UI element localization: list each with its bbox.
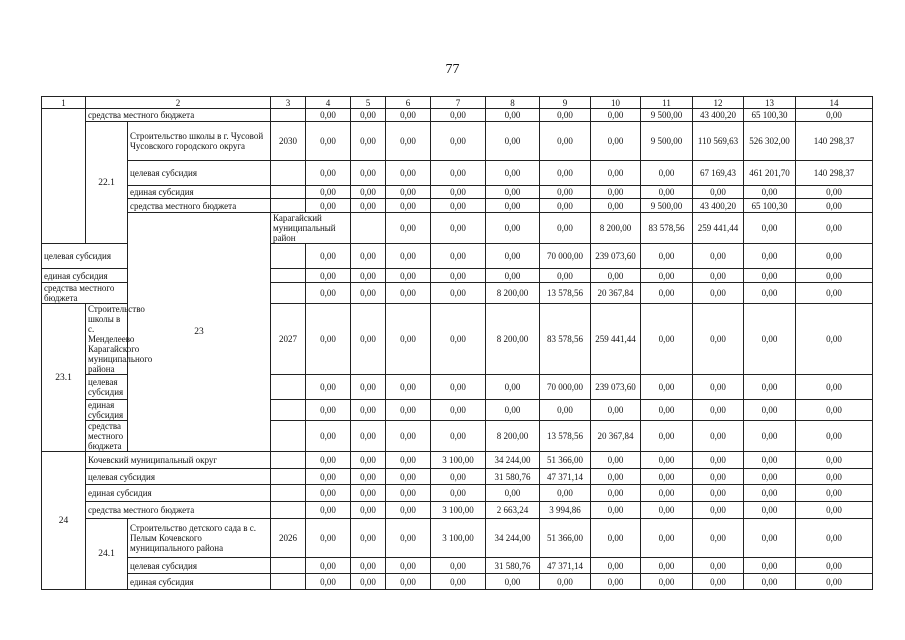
value-cell: 0,00: [306, 485, 351, 502]
value-cell: 0,00: [693, 452, 744, 469]
value-cell: 0,00: [540, 109, 591, 122]
value-cell: 526 302,00: [744, 122, 796, 161]
value-cell: 0,00: [431, 400, 486, 421]
value-cell: 0,00: [796, 421, 873, 452]
value-cell: 0,00: [796, 485, 873, 502]
value-cell: 0,00: [351, 502, 386, 519]
year-cell: [271, 574, 306, 590]
value-cell: 259 441,44: [693, 213, 744, 244]
row-label: целевая субсидия: [128, 161, 271, 186]
value-cell: 0,00: [351, 186, 386, 199]
value-cell: 0,00: [641, 558, 693, 574]
value-cell: 65 100,30: [744, 199, 796, 213]
header-row: [42, 97, 873, 109]
value-cell: 0,00: [641, 469, 693, 485]
value-cell: 0,00: [641, 485, 693, 502]
value-cell: 0,00: [386, 213, 431, 244]
value-cell: 0,00: [351, 452, 386, 469]
value-cell: 0,00: [591, 109, 641, 122]
value-cell: 0,00: [693, 269, 744, 283]
value-cell: 0,00: [744, 244, 796, 269]
value-cell: 0,00: [486, 199, 540, 213]
value-cell: 70 000,00: [540, 375, 591, 400]
value-cell: 0,00: [540, 574, 591, 590]
value-cell: 140 298,37: [796, 122, 873, 161]
table-row: [42, 186, 873, 199]
value-cell: 0,00: [306, 269, 351, 283]
value-cell: 0,00: [693, 421, 744, 452]
value-cell: 0,00: [431, 574, 486, 590]
value-cell: 0,00: [591, 199, 641, 213]
value-cell: 0,00: [486, 186, 540, 199]
year-cell: [271, 269, 306, 283]
value-cell: 0,00: [641, 375, 693, 400]
value-cell: 0,00: [693, 485, 744, 502]
header-cell: 7: [431, 97, 486, 109]
value-cell: 0,00: [486, 244, 540, 269]
value-cell: 0,00: [744, 469, 796, 485]
value-cell: 0,00: [306, 283, 351, 304]
value-cell: 0,00: [431, 283, 486, 304]
value-cell: 20 367,84: [591, 283, 641, 304]
year-cell: [271, 485, 306, 502]
value-cell: 0,00: [431, 558, 486, 574]
value-cell: 0,00: [351, 375, 386, 400]
value-cell: 0,00: [351, 109, 386, 122]
value-cell: 110 569,63: [693, 122, 744, 161]
year-cell: [271, 469, 306, 485]
year-cell: [271, 283, 306, 304]
value-cell: 0,00: [591, 469, 641, 485]
value-cell: 0,00: [744, 452, 796, 469]
value-cell: 0,00: [641, 574, 693, 590]
value-cell: 0,00: [796, 469, 873, 485]
value-cell: 0,00: [386, 304, 431, 375]
value-cell: 0,00: [693, 304, 744, 375]
value-cell: 0,00: [431, 304, 486, 375]
value-cell: 0,00: [744, 574, 796, 590]
value-cell: 31 580,76: [486, 469, 540, 485]
value-cell: 0,00: [306, 199, 351, 213]
value-cell: 0,00: [591, 269, 641, 283]
value-cell: 0,00: [591, 400, 641, 421]
value-cell: 0,00: [351, 304, 386, 375]
value-cell: 0,00: [386, 519, 431, 558]
value-cell: 43 400,20: [693, 109, 744, 122]
table-row: [42, 109, 873, 122]
value-cell: 0,00: [693, 469, 744, 485]
year-cell: [271, 244, 306, 269]
value-cell: 0,00: [486, 375, 540, 400]
value-cell: 0,00: [641, 161, 693, 186]
value-cell: 0,00: [796, 400, 873, 421]
value-cell: 0,00: [796, 199, 873, 213]
value-cell: 0,00: [486, 485, 540, 502]
year-cell: [271, 452, 306, 469]
value-cell: 0,00: [540, 269, 591, 283]
value-cell: 9 500,00: [641, 122, 693, 161]
value-cell: 0,00: [796, 558, 873, 574]
value-cell: 0,00: [386, 400, 431, 421]
value-cell: 0,00: [431, 244, 486, 269]
value-cell: 0,00: [641, 304, 693, 375]
value-cell: 0,00: [486, 574, 540, 590]
value-cell: 8 200,00: [486, 421, 540, 452]
value-cell: 0,00: [693, 186, 744, 199]
value-cell: 0,00: [306, 421, 351, 452]
value-cell: 2 663,24: [486, 502, 540, 519]
value-cell: 0,00: [693, 283, 744, 304]
value-cell: 9 500,00: [641, 199, 693, 213]
row-label: единая субсидия: [128, 574, 271, 590]
value-cell: 0,00: [641, 452, 693, 469]
value-cell: 0,00: [641, 186, 693, 199]
value-cell: 0,00: [591, 519, 641, 558]
value-cell: 0,00: [744, 375, 796, 400]
value-cell: 0,00: [306, 244, 351, 269]
row-label: целевая субсидия: [42, 244, 128, 269]
object-number: 23.1: [42, 304, 86, 452]
value-cell: 0,00: [431, 485, 486, 502]
section-number: 23: [128, 213, 271, 452]
row-label: средства местного бюджета: [128, 199, 271, 213]
value-cell: 0,00: [306, 161, 351, 186]
municipality-label: Кочевский муниципальный округ: [86, 452, 271, 469]
value-cell: 0,00: [431, 421, 486, 452]
value-cell: 3 100,00: [431, 502, 486, 519]
value-cell: 0,00: [306, 304, 351, 375]
value-cell: 34 244,00: [486, 452, 540, 469]
year-cell: [271, 400, 306, 421]
value-cell: 0,00: [796, 519, 873, 558]
header-cell: 12: [693, 97, 744, 109]
value-cell: 0,00: [796, 269, 873, 283]
value-cell: 0,00: [744, 304, 796, 375]
value-cell: 31 580,76: [486, 558, 540, 574]
table-row: [42, 469, 873, 485]
value-cell: 0,00: [351, 244, 386, 269]
value-cell: 20 367,84: [591, 421, 641, 452]
value-cell: 0,00: [540, 122, 591, 161]
section-number: 24: [42, 452, 86, 590]
value-cell: 83 578,56: [540, 304, 591, 375]
value-cell: 0,00: [796, 283, 873, 304]
value-cell: 47 371,14: [540, 469, 591, 485]
header-cell: 5: [351, 97, 386, 109]
value-cell: 0,00: [641, 519, 693, 558]
value-cell: 0,00: [386, 452, 431, 469]
object-label: Строительство школы в г. Чусовой Чусовского городского округа: [128, 122, 271, 161]
value-cell: 0,00: [351, 558, 386, 574]
value-cell: 0,00: [306, 400, 351, 421]
value-cell: 0,00: [386, 485, 431, 502]
year-cell: [271, 421, 306, 452]
row-label: единая субсидия: [42, 269, 128, 283]
value-cell: 70 000,00: [540, 244, 591, 269]
year-cell: [271, 199, 306, 213]
value-cell: 0,00: [386, 122, 431, 161]
value-cell: 51 366,00: [540, 519, 591, 558]
year-cell: [271, 186, 306, 199]
year-cell: [351, 213, 386, 244]
row-label: единая субсидия: [86, 485, 271, 502]
value-cell: 0,00: [351, 574, 386, 590]
value-cell: 0,00: [796, 375, 873, 400]
value-cell: 0,00: [306, 186, 351, 199]
value-cell: 0,00: [591, 574, 641, 590]
value-cell: 0,00: [386, 199, 431, 213]
value-cell: 0,00: [431, 199, 486, 213]
value-cell: 0,00: [386, 558, 431, 574]
table-row: [42, 502, 873, 519]
header-cell: 11: [641, 97, 693, 109]
year-cell: [271, 161, 306, 186]
row-label: средства местного бюджета: [86, 421, 128, 452]
value-cell: 0,00: [306, 122, 351, 161]
value-cell: 0,00: [591, 122, 641, 161]
section-number-cell: [42, 109, 86, 244]
value-cell: 140 298,37: [796, 161, 873, 186]
value-cell: 0,00: [641, 269, 693, 283]
value-cell: 0,00: [486, 161, 540, 186]
value-cell: 0,00: [796, 452, 873, 469]
value-cell: 0,00: [386, 375, 431, 400]
value-cell: 0,00: [693, 519, 744, 558]
value-cell: 0,00: [386, 244, 431, 269]
value-cell: 0,00: [351, 161, 386, 186]
value-cell: 13 578,56: [540, 421, 591, 452]
year-cell: 2027: [271, 304, 306, 375]
value-cell: 0,00: [351, 122, 386, 161]
value-cell: 0,00: [386, 502, 431, 519]
value-cell: 239 073,60: [591, 375, 641, 400]
value-cell: 0,00: [351, 519, 386, 558]
value-cell: 0,00: [540, 186, 591, 199]
value-cell: 0,00: [306, 502, 351, 519]
value-cell: 0,00: [351, 421, 386, 452]
value-cell: 0,00: [431, 161, 486, 186]
year-cell: 2026: [271, 519, 306, 558]
value-cell: 0,00: [306, 519, 351, 558]
year-cell: [271, 375, 306, 400]
value-cell: 9 500,00: [641, 109, 693, 122]
value-cell: 0,00: [351, 469, 386, 485]
value-cell: 0,00: [693, 502, 744, 519]
value-cell: 0,00: [693, 244, 744, 269]
value-cell: 0,00: [386, 469, 431, 485]
object-number: 22.1: [86, 122, 128, 244]
value-cell: 0,00: [641, 400, 693, 421]
row-label: единая субсидия: [128, 186, 271, 199]
value-cell: 0,00: [431, 186, 486, 199]
value-cell: 0,00: [486, 213, 540, 244]
year-cell: 2030: [271, 122, 306, 161]
object-label: Строительство школы в с. Менделеево Карагайского муниципального района: [86, 304, 128, 375]
value-cell: 0,00: [744, 558, 796, 574]
value-cell: 0,00: [351, 269, 386, 283]
value-cell: 0,00: [431, 122, 486, 161]
value-cell: 0,00: [306, 109, 351, 122]
value-cell: 0,00: [540, 199, 591, 213]
value-cell: 239 073,60: [591, 244, 641, 269]
value-cell: 0,00: [540, 400, 591, 421]
value-cell: 0,00: [486, 400, 540, 421]
value-cell: 0,00: [744, 421, 796, 452]
table-row: [42, 519, 873, 558]
value-cell: 0,00: [744, 400, 796, 421]
object-number: 24.1: [86, 519, 128, 590]
value-cell: 0,00: [744, 485, 796, 502]
value-cell: 0,00: [641, 421, 693, 452]
table-row: [42, 558, 873, 574]
value-cell: 0,00: [591, 452, 641, 469]
value-cell: 0,00: [744, 186, 796, 199]
value-cell: 0,00: [540, 213, 591, 244]
value-cell: 8 200,00: [486, 304, 540, 375]
value-cell: 8 200,00: [591, 213, 641, 244]
header-cell: 13: [744, 97, 796, 109]
value-cell: 0,00: [540, 485, 591, 502]
value-cell: 0,00: [744, 502, 796, 519]
value-cell: 34 244,00: [486, 519, 540, 558]
row-label: средства местного бюджета: [86, 502, 271, 519]
row-label: целевая субсидия: [86, 469, 271, 485]
value-cell: 0,00: [796, 186, 873, 199]
value-cell: 0,00: [693, 558, 744, 574]
value-cell: 0,00: [306, 558, 351, 574]
value-cell: 259 441,44: [591, 304, 641, 375]
value-cell: 0,00: [744, 283, 796, 304]
table-row: [42, 213, 873, 244]
value-cell: 0,00: [796, 109, 873, 122]
table-row: [42, 199, 873, 213]
value-cell: 0,00: [431, 213, 486, 244]
value-cell: 0,00: [796, 244, 873, 269]
value-cell: 0,00: [351, 485, 386, 502]
value-cell: 67 169,43: [693, 161, 744, 186]
value-cell: 0,00: [386, 161, 431, 186]
value-cell: 0,00: [796, 502, 873, 519]
value-cell: 0,00: [486, 122, 540, 161]
header-cell: 6: [386, 97, 431, 109]
value-cell: 0,00: [431, 469, 486, 485]
table-row: [42, 574, 873, 590]
table-row: [42, 161, 873, 186]
value-cell: 0,00: [386, 283, 431, 304]
value-cell: 65 100,30: [744, 109, 796, 122]
value-cell: 0,00: [486, 269, 540, 283]
header-cell: 2: [86, 97, 271, 109]
value-cell: 83 578,56: [641, 213, 693, 244]
value-cell: 0,00: [386, 574, 431, 590]
value-cell: 0,00: [744, 269, 796, 283]
value-cell: 0,00: [431, 375, 486, 400]
value-cell: 0,00: [796, 304, 873, 375]
table-row: [42, 452, 873, 469]
value-cell: 0,00: [744, 519, 796, 558]
row-label: средства местного бюджета: [86, 109, 271, 122]
value-cell: 3 100,00: [431, 519, 486, 558]
value-cell: 0,00: [591, 161, 641, 186]
value-cell: 3 100,00: [431, 452, 486, 469]
municipality-label: Карагайский муниципальный район: [271, 213, 351, 244]
value-cell: 43 400,20: [693, 199, 744, 213]
table-row: [42, 485, 873, 502]
budget-table: [41, 96, 873, 590]
table-row: [42, 122, 873, 161]
value-cell: 0,00: [591, 485, 641, 502]
value-cell: 51 366,00: [540, 452, 591, 469]
header-cell: 4: [306, 97, 351, 109]
value-cell: 461 201,70: [744, 161, 796, 186]
value-cell: 0,00: [351, 199, 386, 213]
header-cell: 3: [271, 97, 306, 109]
value-cell: 0,00: [744, 213, 796, 244]
value-cell: 0,00: [641, 244, 693, 269]
value-cell: 0,00: [386, 109, 431, 122]
value-cell: 0,00: [591, 502, 641, 519]
value-cell: 0,00: [306, 375, 351, 400]
value-cell: 47 371,14: [540, 558, 591, 574]
header-cell: 10: [591, 97, 641, 109]
value-cell: 3 994,86: [540, 502, 591, 519]
value-cell: 0,00: [693, 400, 744, 421]
value-cell: 0,00: [386, 269, 431, 283]
value-cell: 0,00: [306, 469, 351, 485]
value-cell: 0,00: [641, 283, 693, 304]
row-label: средства местного бюджета: [42, 283, 128, 304]
year-cell: [271, 558, 306, 574]
value-cell: 0,00: [386, 186, 431, 199]
value-cell: 0,00: [351, 283, 386, 304]
value-cell: 0,00: [431, 269, 486, 283]
row-label: целевая субсидия: [128, 558, 271, 574]
value-cell: 0,00: [431, 109, 486, 122]
object-label: Строительство детского сада в с. Пелым Кочевского муниципального района: [128, 519, 271, 558]
value-cell: 0,00: [591, 558, 641, 574]
value-cell: 0,00: [306, 452, 351, 469]
row-label: целевая субсидия: [86, 375, 128, 400]
value-cell: 0,00: [641, 502, 693, 519]
value-cell: 8 200,00: [486, 283, 540, 304]
header-cell: 1: [42, 97, 86, 109]
header-cell: 9: [540, 97, 591, 109]
year-cell: [271, 109, 306, 122]
value-cell: 0,00: [540, 161, 591, 186]
value-cell: 13 578,56: [540, 283, 591, 304]
value-cell: 0,00: [386, 421, 431, 452]
header-cell: 14: [796, 97, 873, 109]
value-cell: 0,00: [796, 213, 873, 244]
row-label: единая субсидия: [86, 400, 128, 421]
header-cell: 8: [486, 97, 540, 109]
value-cell: 0,00: [693, 375, 744, 400]
page-number: 77: [445, 62, 460, 77]
value-cell: 0,00: [591, 186, 641, 199]
value-cell: 0,00: [693, 574, 744, 590]
year-cell: [271, 502, 306, 519]
value-cell: 0,00: [796, 574, 873, 590]
value-cell: 0,00: [306, 574, 351, 590]
value-cell: 0,00: [486, 109, 540, 122]
value-cell: 0,00: [351, 400, 386, 421]
